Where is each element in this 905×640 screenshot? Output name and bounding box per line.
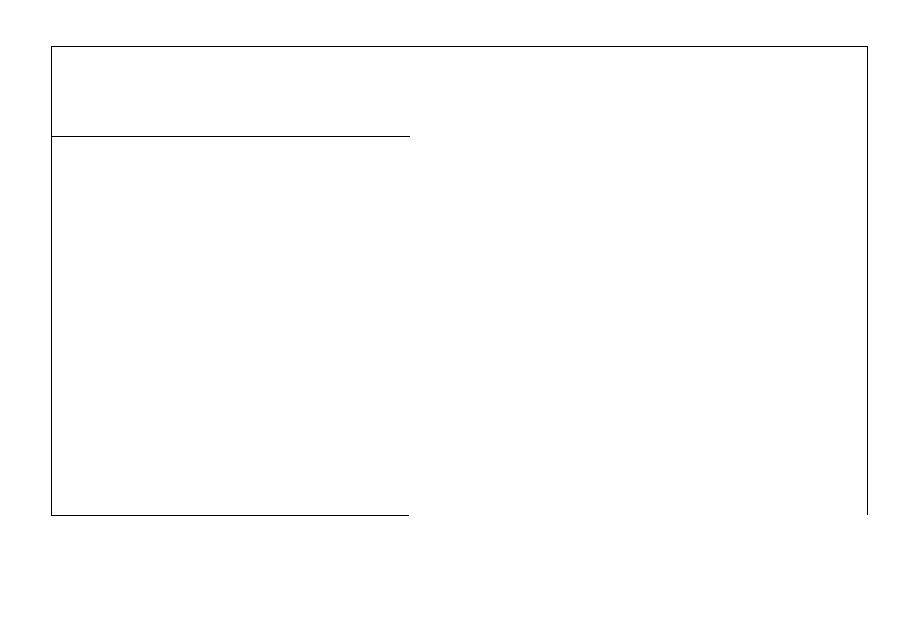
task-cell bbox=[51, 47, 409, 516]
budget-table bbox=[51, 46, 868, 515]
row-divider bbox=[52, 136, 410, 137]
